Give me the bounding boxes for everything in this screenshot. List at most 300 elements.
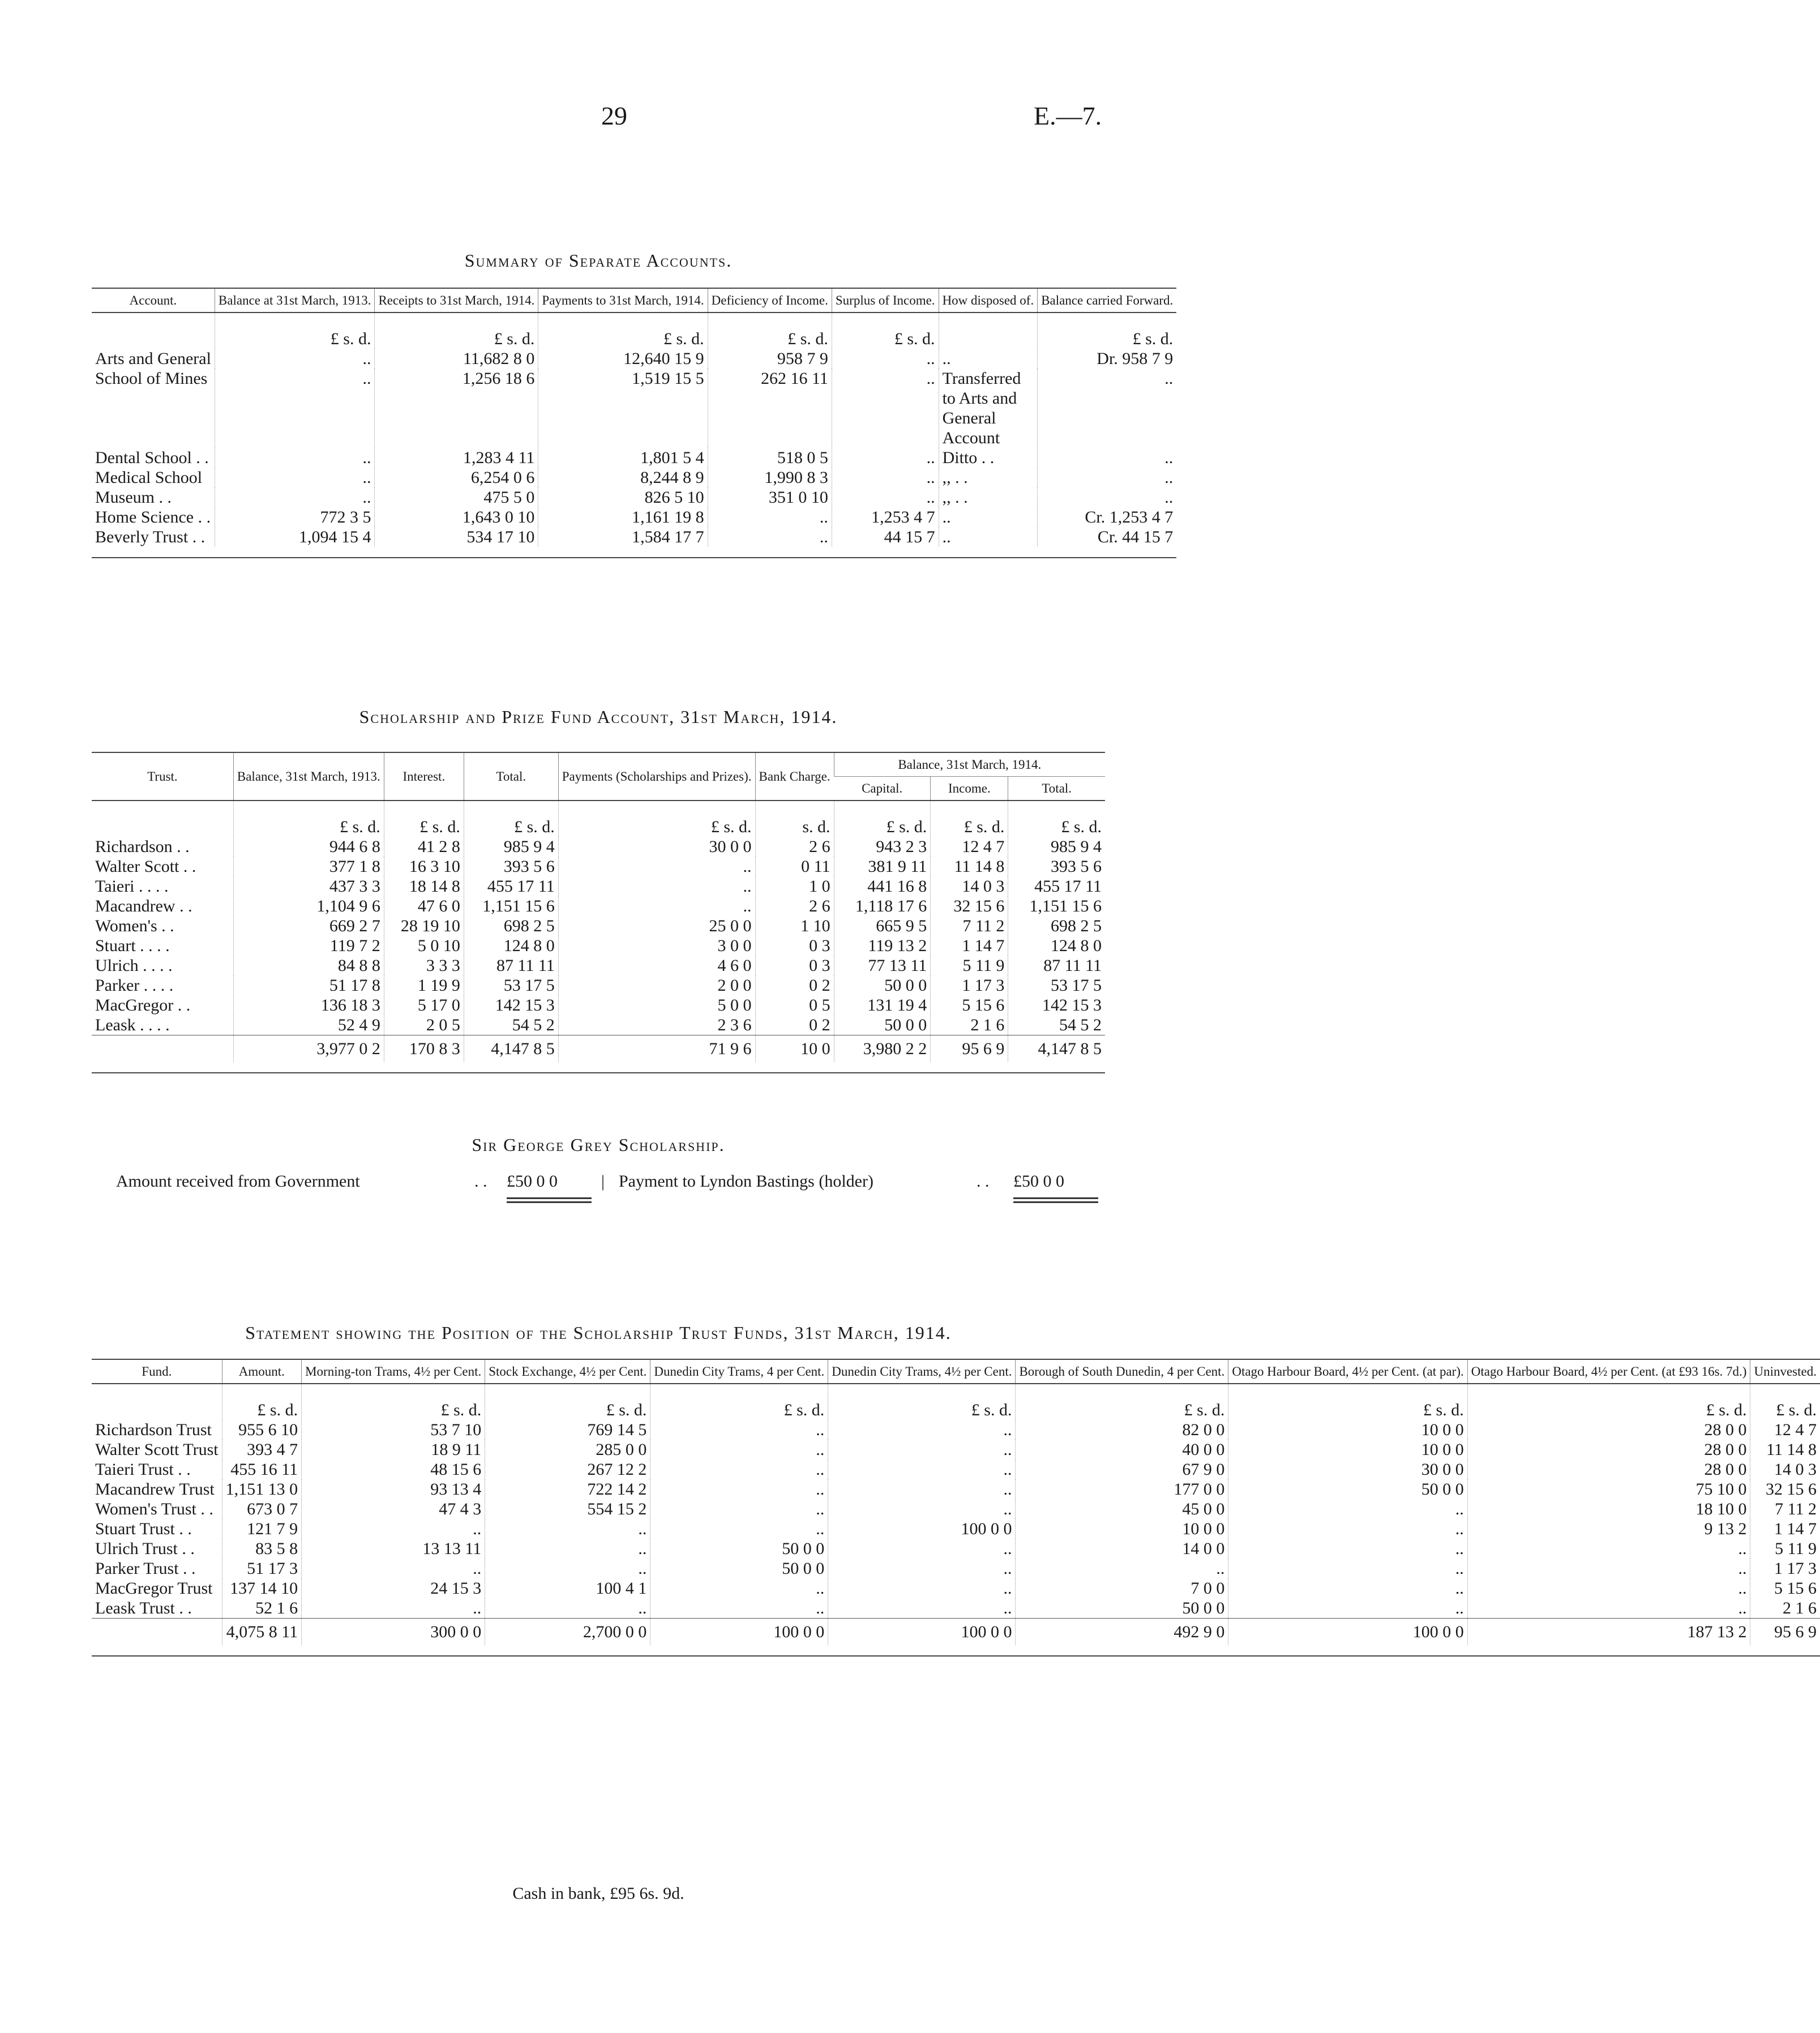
- summary-header-cell: How disposed of.: [939, 288, 1038, 313]
- table-row: [92, 896, 1105, 916]
- table-cell: 2 1 6: [931, 1015, 1008, 1035]
- table-cell: ..: [828, 1559, 1016, 1578]
- table-cell: ..: [1228, 1559, 1467, 1578]
- trust-funds-title: Statement showing the Position of the Scholarship Trust Funds, 31st March, 1914.: [245, 1322, 952, 1343]
- table-cell: 28 0 0: [1467, 1420, 1750, 1440]
- table-cell: 10 0 0: [1228, 1420, 1467, 1440]
- table-cell: 5 11 9: [1750, 1539, 1820, 1559]
- table-cell: 4,075 8 11: [222, 1619, 302, 1646]
- table-cell: ..: [1467, 1598, 1750, 1619]
- table-cell: 100 0 0: [828, 1619, 1016, 1646]
- table-cell: 2,700 0 0: [485, 1619, 650, 1646]
- table-row: [92, 1440, 1820, 1460]
- table-cell: 3 0 0: [558, 936, 755, 956]
- table-row: [92, 1559, 1820, 1578]
- table-cell: Ditto . .: [939, 448, 1038, 468]
- table-cell: Dr. 958 7 9: [1038, 349, 1177, 369]
- table-cell: 84 8 8: [233, 956, 384, 975]
- table-cell: ..: [939, 527, 1038, 547]
- table-row: [92, 1598, 1820, 1619]
- trust-funds-header-cell: Amount.: [222, 1359, 302, 1384]
- table-row: [92, 1460, 1820, 1479]
- table-cell: ..: [302, 1519, 485, 1539]
- scholarship-body: [92, 801, 1105, 1062]
- table-row: [92, 448, 1176, 468]
- table-cell: ..: [1038, 468, 1177, 487]
- table-cell: 958 7 9: [708, 349, 832, 369]
- double-rule: [507, 1197, 592, 1203]
- table-cell: 47 4 3: [302, 1499, 485, 1519]
- table-cell: £ s. d.: [834, 801, 931, 837]
- table-row: [92, 369, 1176, 448]
- table-cell: 44 15 7: [832, 527, 939, 547]
- scholarship-header-cell: Trust.: [147, 769, 178, 784]
- row-label: Richardson . .: [95, 837, 190, 856]
- table-cell: 2 0 0: [558, 975, 755, 995]
- table-cell: 47 6 0: [384, 896, 464, 916]
- table-cell: £ s. d.: [832, 313, 939, 349]
- scholarship-subheader-cell: Capital.: [862, 781, 903, 795]
- table-cell: 7 0 0: [1016, 1578, 1228, 1598]
- table-cell: 14 0 0: [1016, 1539, 1228, 1559]
- table-cell: ..: [1467, 1539, 1750, 1559]
- scholarship-subheader-cell: Total.: [1008, 777, 1105, 801]
- table-cell: ..: [650, 1519, 828, 1539]
- table-cell: 50 0 0: [1016, 1598, 1228, 1619]
- table-cell: 124 8 0: [1008, 936, 1105, 956]
- table-cell: 1 14 7: [931, 936, 1008, 956]
- scholarship-header-cell: Total.: [464, 752, 558, 801]
- table-cell: 0 2: [755, 975, 834, 995]
- table-cell: 3 3 3: [384, 956, 464, 975]
- units-row: [92, 1384, 1820, 1420]
- table-cell: ..: [832, 349, 939, 369]
- table-cell: £ s. d.: [558, 801, 755, 837]
- table-cell: ..: [215, 487, 375, 507]
- trust-funds-header-cell: Morning-ton Trams, 4½ per Cent.: [302, 1359, 485, 1384]
- table-cell: 7 11 2: [1750, 1499, 1820, 1519]
- table-cell: 826 5 10: [538, 487, 708, 507]
- table-row: [92, 876, 1105, 896]
- row-label: Women's Trust . .: [95, 1500, 213, 1518]
- table-cell: 673 0 7: [222, 1499, 302, 1519]
- table-cell: 11,682 8 0: [375, 349, 538, 369]
- table-cell: ..: [650, 1499, 828, 1519]
- table-cell: 0 11: [755, 857, 834, 876]
- summary-header-row: [92, 288, 1176, 313]
- table-cell: £ s. d.: [302, 1384, 485, 1420]
- row-label: [92, 801, 233, 837]
- table-cell: Cr. 44 15 7: [1038, 527, 1177, 547]
- grey-payment-amount: £50 0 0: [1013, 1172, 1064, 1191]
- table-cell: 437 3 3: [233, 876, 384, 896]
- table-cell: 1 17 3: [1750, 1559, 1820, 1578]
- summary-header-cell: Balance at 31st March, 1913.: [215, 288, 375, 313]
- row-label: [92, 1384, 222, 1420]
- scholarship-header-cell: Balance, 31st March, 1914.: [834, 752, 1105, 777]
- table-row: [92, 1479, 1820, 1499]
- row-label: Walter Scott . .: [95, 857, 196, 876]
- grey-title: Sir George Grey Scholarship.: [472, 1135, 725, 1155]
- table-cell: 1 17 3: [931, 975, 1008, 995]
- row-label: Arts and General: [95, 349, 211, 368]
- table-cell: 32 15 6: [931, 896, 1008, 916]
- table-cell: ..: [485, 1519, 650, 1539]
- table-cell: 393 5 6: [1008, 857, 1105, 876]
- table-cell: 119 13 2: [834, 936, 931, 956]
- table-cell: 10 0 0: [1228, 1440, 1467, 1460]
- table-cell: ..: [485, 1559, 650, 1578]
- table-cell: 5 15 6: [931, 995, 1008, 1015]
- table-cell: ..: [828, 1598, 1016, 1619]
- table-cell: 10 0: [755, 1035, 834, 1063]
- table-cell: ..: [650, 1440, 828, 1460]
- table-cell: 12,640 15 9: [538, 349, 708, 369]
- table-cell: 87 11 11: [1008, 956, 1105, 975]
- table-cell: 51 17 3: [222, 1559, 302, 1578]
- row-label: Leask . . . .: [95, 1016, 170, 1034]
- table-cell: 1,584 17 7: [538, 527, 708, 547]
- table-cell: ,, . .: [939, 487, 1038, 507]
- table-cell: 11 14 8: [931, 857, 1008, 876]
- table-cell: ..: [1038, 448, 1177, 468]
- row-label: Macandrew . .: [95, 897, 192, 915]
- table-cell: 53 17 5: [464, 975, 558, 995]
- table-cell: ..: [650, 1420, 828, 1440]
- table-cell: 0 3: [755, 956, 834, 975]
- table-cell: ..: [558, 876, 755, 896]
- table-cell: ..: [485, 1539, 650, 1559]
- table-cell: 53 17 5: [1008, 975, 1105, 995]
- table-cell: ..: [939, 507, 1038, 527]
- table-row: [92, 1578, 1820, 1598]
- table-cell: ..: [485, 1598, 650, 1619]
- scholarship-title: Scholarship and Prize Fund Account, 31st March, 1914.: [359, 707, 838, 727]
- row-label: Dental School . .: [95, 448, 209, 467]
- scholarship-header-cell: Bank Charge.: [755, 752, 834, 801]
- table-cell: 2 1 6: [1750, 1598, 1820, 1619]
- summary-table: [92, 288, 1176, 558]
- table-cell: 50 0 0: [834, 1015, 931, 1035]
- table-cell: 119 7 2: [233, 936, 384, 956]
- table-cell: 5 11 9: [931, 956, 1008, 975]
- table-cell: ..: [302, 1598, 485, 1619]
- table-cell: 351 0 10: [708, 487, 832, 507]
- units-row: [92, 313, 1176, 349]
- row-label: MacGregor . .: [95, 996, 191, 1015]
- table-cell: 12 4 7: [931, 837, 1008, 857]
- table-cell: 48 15 6: [302, 1460, 485, 1479]
- scholarship-header-cell: Balance, 31st March, 1913.: [233, 752, 384, 801]
- trust-funds-header-cell: Fund.: [142, 1364, 172, 1379]
- table-cell: 131 19 4: [834, 995, 931, 1015]
- row-label: Richardson Trust: [95, 1420, 212, 1439]
- table-cell: ..: [1038, 487, 1177, 507]
- table-cell: £ s. d.: [1008, 801, 1105, 837]
- table-cell: ..: [215, 349, 375, 369]
- table-cell: 300 0 0: [302, 1619, 485, 1646]
- table-cell: 95 6 9: [1750, 1619, 1820, 1646]
- table-cell: £ s. d.: [708, 313, 832, 349]
- table-cell: 170 8 3: [384, 1035, 464, 1063]
- table-cell: ..: [1228, 1578, 1467, 1598]
- table-cell: 377 1 8: [233, 857, 384, 876]
- table-cell: ..: [1467, 1578, 1750, 1598]
- table-cell: 9 13 2: [1467, 1519, 1750, 1539]
- table-cell: 669 2 7: [233, 916, 384, 936]
- table-row: [92, 1519, 1820, 1539]
- table-cell: 1,801 5 4: [538, 448, 708, 468]
- table-cell: 50 0 0: [834, 975, 931, 995]
- table-cell: 18 10 0: [1467, 1499, 1750, 1519]
- table-cell: 0 5: [755, 995, 834, 1015]
- table-cell: 100 0 0: [650, 1619, 828, 1646]
- table-cell: 475 5 0: [375, 487, 538, 507]
- table-cell: 1 0: [755, 876, 834, 896]
- table-cell: 6,254 0 6: [375, 468, 538, 487]
- row-label: [92, 313, 215, 349]
- row-label: Taieri . . . .: [95, 877, 169, 896]
- table-cell: 1 10: [755, 916, 834, 936]
- table-cell: 124 8 0: [464, 936, 558, 956]
- trust-funds-header-cell: Borough of South Dunedin, 4 per Cent.: [1016, 1359, 1228, 1384]
- table-row: [92, 975, 1105, 995]
- table-cell: 772 3 5: [215, 507, 375, 527]
- summary-body: [92, 313, 1176, 547]
- summary-header-cell: Receipts to 31st March, 1914.: [375, 288, 538, 313]
- table-cell: ..: [939, 349, 1038, 369]
- row-label: Macandrew Trust: [95, 1480, 215, 1499]
- scholarship-header-row: [92, 752, 1105, 777]
- table-cell: £ s. d.: [464, 801, 558, 837]
- table-cell: ..: [828, 1420, 1016, 1440]
- table-cell: ..: [215, 369, 375, 448]
- table-cell: Cr. 1,253 4 7: [1038, 507, 1177, 527]
- table-cell: 28 0 0: [1467, 1440, 1750, 1460]
- table-cell: ..: [215, 448, 375, 468]
- row-label: Ulrich . . . .: [95, 956, 173, 975]
- scholarship-subheader-cell: Income.: [931, 777, 1008, 801]
- summary-header-cell: Account.: [129, 293, 177, 307]
- table-cell: £ s. d.: [1038, 313, 1177, 349]
- table-cell: 11 14 8: [1750, 1440, 1820, 1460]
- table-cell: 5 17 0: [384, 995, 464, 1015]
- table-cell: 2 3 6: [558, 1015, 755, 1035]
- row-label: Stuart . . . .: [95, 936, 170, 955]
- table-cell: 75 10 0: [1467, 1479, 1750, 1499]
- table-cell: 4 6 0: [558, 956, 755, 975]
- table-cell: £ s. d.: [828, 1384, 1016, 1420]
- trust-funds-header-cell: Otago Harbour Board, 4½ per Cent. (at par).: [1228, 1359, 1467, 1384]
- table-cell: 50 0 0: [650, 1559, 828, 1578]
- table-cell: 1,643 0 10: [375, 507, 538, 527]
- table-cell: 24 15 3: [302, 1578, 485, 1598]
- table-cell: 1,151 13 0: [222, 1479, 302, 1499]
- table-cell: £ s. d.: [222, 1384, 302, 1420]
- table-cell: ..: [1228, 1499, 1467, 1519]
- table-cell: 985 9 4: [464, 837, 558, 857]
- table-cell: ..: [650, 1460, 828, 1479]
- table-cell: ,, . .: [939, 468, 1038, 487]
- table-cell: 393 4 7: [222, 1440, 302, 1460]
- table-cell: 137 14 10: [222, 1578, 302, 1598]
- trust-funds-header-cell: Dunedin City Trams, 4 per Cent.: [650, 1359, 828, 1384]
- table-cell: 1,253 4 7: [832, 507, 939, 527]
- table-cell: 8,244 8 9: [538, 468, 708, 487]
- table-cell: 722 14 2: [485, 1479, 650, 1499]
- table-cell: 10 0 0: [1016, 1519, 1228, 1539]
- scholarship-header-cell: Payments (Scholarships and Prizes).: [558, 752, 755, 801]
- table-cell: 52 4 9: [233, 1015, 384, 1035]
- table-cell: 2 6: [755, 896, 834, 916]
- table-cell: 83 5 8: [222, 1539, 302, 1559]
- table-cell: 944 6 8: [233, 837, 384, 857]
- table-row: [92, 527, 1176, 547]
- table-cell: 1,104 9 6: [233, 896, 384, 916]
- table-cell: £ s. d.: [1467, 1384, 1750, 1420]
- row-label: Ulrich Trust . .: [95, 1539, 195, 1558]
- table-cell: ..: [828, 1499, 1016, 1519]
- trust-funds-header-cell: Otago Harbour Board, 4½ per Cent. (at £93 16s. 7d.): [1467, 1359, 1750, 1384]
- table-cell: £ s. d.: [1016, 1384, 1228, 1420]
- table-cell: ..: [828, 1578, 1016, 1598]
- row-label: MacGregor Trust: [95, 1579, 213, 1598]
- row-label: Beverly Trust . .: [95, 528, 205, 546]
- table-cell: 5 0 10: [384, 936, 464, 956]
- table-cell: ..: [302, 1559, 485, 1578]
- table-cell: 985 9 4: [1008, 837, 1105, 857]
- table-row: [92, 1420, 1820, 1440]
- table-row: [92, 1015, 1105, 1035]
- grey-received-amount: £50 0 0: [507, 1172, 558, 1191]
- row-label: [92, 1619, 222, 1646]
- table-cell: 14 0 3: [931, 876, 1008, 896]
- grey-dots: . .: [474, 1172, 487, 1191]
- table-cell: s. d.: [755, 801, 834, 837]
- table-cell: 1,094 15 4: [215, 527, 375, 547]
- table-cell: ..: [215, 468, 375, 487]
- table-cell: 4,147 8 5: [1008, 1035, 1105, 1063]
- row-label: Parker . . . .: [95, 976, 174, 995]
- table-cell: 2 0 5: [384, 1015, 464, 1035]
- table-cell: 45 0 0: [1016, 1499, 1228, 1519]
- row-label: Stuart Trust . .: [95, 1520, 192, 1538]
- table-row: [92, 507, 1176, 527]
- table-cell: 187 13 2: [1467, 1619, 1750, 1646]
- table-cell: ..: [708, 527, 832, 547]
- table-cell: 1,161 19 8: [538, 507, 708, 527]
- table-row: [92, 487, 1176, 507]
- table-cell: 455 17 11: [1008, 876, 1105, 896]
- table-cell: 698 2 5: [1008, 916, 1105, 936]
- table-cell: ..: [558, 857, 755, 876]
- table-cell: 14 0 3: [1750, 1460, 1820, 1479]
- table-cell: 1,256 18 6: [375, 369, 538, 448]
- table-cell: 1,151 15 6: [464, 896, 558, 916]
- table-cell: 177 0 0: [1016, 1479, 1228, 1499]
- table-cell: 267 12 2: [485, 1460, 650, 1479]
- table-cell: £ s. d.: [233, 801, 384, 837]
- table-cell: 1,283 4 11: [375, 448, 538, 468]
- table-cell: ..: [1228, 1598, 1467, 1619]
- summary-header-cell: Payments to 31st March, 1914.: [538, 288, 708, 313]
- table-cell: 0 2: [755, 1015, 834, 1035]
- row-label: Walter Scott Trust: [95, 1440, 219, 1459]
- table-cell: 100 4 1: [485, 1578, 650, 1598]
- cash-in-bank-note: Cash in bank, £95 6s. 9d.: [512, 1884, 684, 1903]
- row-label: Museum . .: [95, 488, 172, 507]
- table-cell: [939, 313, 1038, 349]
- table-cell: ..: [1228, 1539, 1467, 1559]
- table-cell: 1,519 15 5: [538, 369, 708, 448]
- table-cell: £ s. d.: [375, 313, 538, 349]
- table-cell: 142 15 3: [464, 995, 558, 1015]
- table-cell: 54 5 2: [464, 1015, 558, 1035]
- grey-separator: |: [601, 1172, 605, 1191]
- table-cell: 28 0 0: [1467, 1460, 1750, 1479]
- trust-funds-header-cell: Dunedin City Trams, 4½ per Cent.: [828, 1359, 1016, 1384]
- page-number: 29: [601, 101, 627, 130]
- table-cell: ..: [828, 1440, 1016, 1460]
- table-cell: £ s. d.: [1750, 1384, 1820, 1420]
- trust-funds-header-cell: Uninvested.: [1750, 1359, 1820, 1384]
- double-rule: [1013, 1197, 1098, 1203]
- table-cell: 12 4 7: [1750, 1420, 1820, 1440]
- scholarship-table: [92, 752, 1105, 1073]
- table-cell: ..: [828, 1479, 1016, 1499]
- table-cell: ..: [650, 1598, 828, 1619]
- table-row: [92, 837, 1105, 857]
- table-cell: ..: [832, 487, 939, 507]
- table-cell: 54 5 2: [1008, 1015, 1105, 1035]
- table-row: [92, 349, 1176, 369]
- table-cell: 554 15 2: [485, 1499, 650, 1519]
- trust-funds-body: [92, 1384, 1820, 1645]
- table-cell: 943 2 3: [834, 837, 931, 857]
- table-cell: 455 17 11: [464, 876, 558, 896]
- row-label: [92, 1035, 233, 1063]
- table-cell: 955 6 10: [222, 1420, 302, 1440]
- table-cell: £ s. d.: [538, 313, 708, 349]
- table-cell: 2 6: [755, 837, 834, 857]
- trust-funds-header-cell: Stock Exchange, 4½ per Cent.: [485, 1359, 650, 1384]
- grey-dots: . .: [977, 1172, 990, 1191]
- table-cell: 518 0 5: [708, 448, 832, 468]
- table-cell: 441 16 8: [834, 876, 931, 896]
- table-cell: 52 1 6: [222, 1598, 302, 1619]
- grey-received-label: Amount received from Government: [116, 1172, 360, 1191]
- table-cell: ..: [708, 507, 832, 527]
- table-cell: 665 9 5: [834, 916, 931, 936]
- row-label: Parker Trust . .: [95, 1559, 196, 1578]
- table-cell: ..: [650, 1578, 828, 1598]
- table-cell: 698 2 5: [464, 916, 558, 936]
- table-row: [92, 1499, 1820, 1519]
- table-cell: ..: [832, 448, 939, 468]
- table-cell: 50 0 0: [650, 1539, 828, 1559]
- table-cell: 1 19 9: [384, 975, 464, 995]
- table-cell: £ s. d.: [650, 1384, 828, 1420]
- summary-header-cell: Balance carried Forward.: [1038, 288, 1177, 313]
- table-cell: 142 15 3: [1008, 995, 1105, 1015]
- table-cell: 50 0 0: [1228, 1479, 1467, 1499]
- table-cell: 121 7 9: [222, 1519, 302, 1539]
- table-row: [92, 936, 1105, 956]
- row-label: School of Mines: [95, 369, 208, 388]
- table-cell: 53 7 10: [302, 1420, 485, 1440]
- table-cell: 40 0 0: [1016, 1440, 1228, 1460]
- table-cell: 28 19 10: [384, 916, 464, 936]
